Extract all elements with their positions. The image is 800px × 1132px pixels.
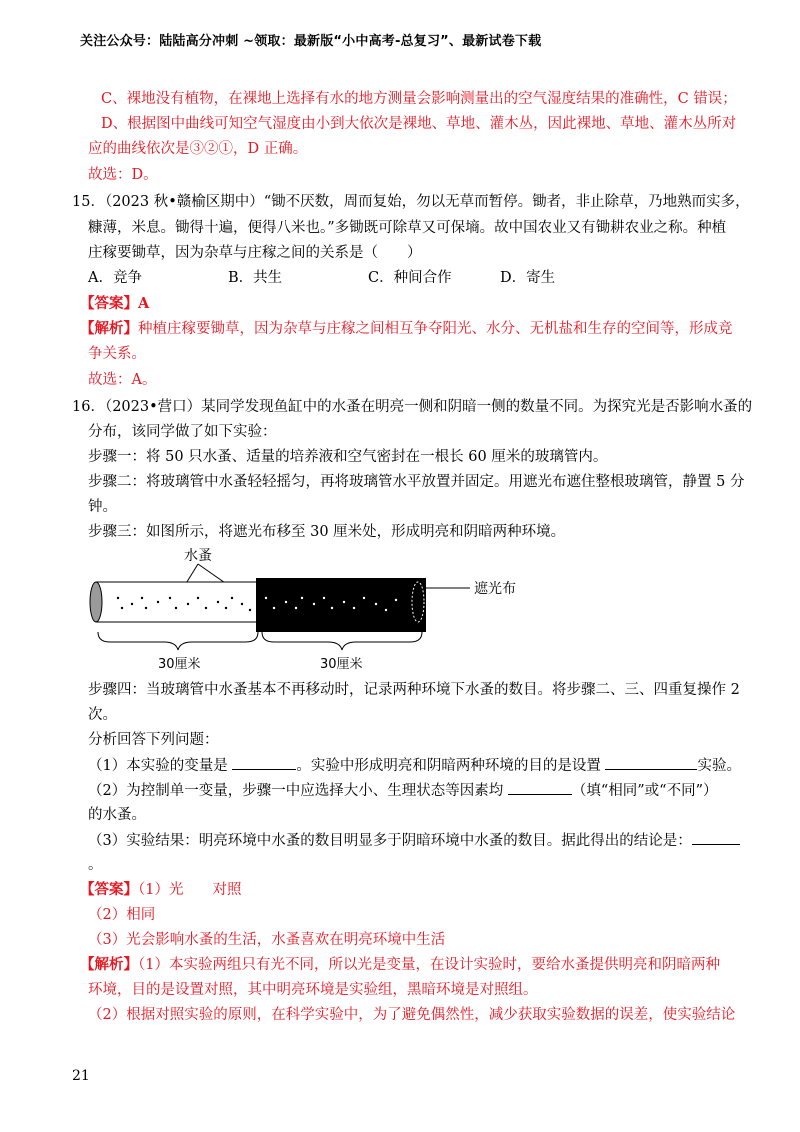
label-shading-cloth: 遮光布: [474, 581, 516, 597]
q16-line2: 分布，该同学做了如下实验：: [88, 424, 277, 440]
experiment-figure: [80, 538, 560, 676]
page-header: 关注公众号：陆陆高分冲刺 ~领取：最新版“小中高考-总复习”、最新试卷下载: [80, 34, 542, 49]
q16-part2-text-b: （填“相同”或“不同”）: [571, 783, 718, 799]
q15-answer-tag: 【答案】: [80, 295, 138, 312]
q15-line3: 庄稼要锄草，因为杂草与庄稼之间的关系是（ ）: [88, 245, 422, 261]
q15-answer: [80, 294, 149, 314]
q16-part1-blank2[interactable]: [605, 755, 697, 770]
glass-tube-bright: [96, 582, 260, 622]
q16-step4-line2: 次。: [88, 707, 117, 723]
q16-part3-line2: 。: [88, 857, 103, 873]
prev-final-answer: 故选：D。: [88, 167, 158, 183]
q16-part1-text-c: 实验。: [697, 758, 741, 774]
q16-answer-line1: [80, 880, 241, 900]
q16-line1: 16．（2023•营口）某同学发现鱼缸中的水蚤在明亮一侧和阴暗一侧的数量不同。为探究光是否影响水蚤的: [72, 399, 753, 415]
tube-end-cap: [90, 582, 102, 622]
q15-answer-value: A: [138, 295, 150, 312]
q16-part3-line1: [88, 830, 740, 851]
q15-explanation-line2: 争关系。: [88, 346, 146, 362]
q16-step4-line1: 步骤四：当玻璃管中水蚤基本不再移动时，记录两种环境下水蚤的数目。将步骤二、三、四重复操作 2: [88, 682, 740, 698]
q16-part3-blank[interactable]: [692, 830, 740, 845]
q15-option-d: D．寄生: [500, 270, 556, 286]
q16-part1: [88, 755, 741, 776]
q16-explanation-line1: [80, 955, 720, 975]
q16-part2-line2: 的水蚤。: [88, 807, 146, 823]
q16-answer-3: （3）光会影响水蚤的生活，水蚤喜欢在明亮环境中生活: [88, 932, 446, 948]
q15-line2: 糠薄，米息。锄得十遍，便得八米也。”多锄既可除草又可保墒。故中国农业又有锄耕农业之称。种植: [88, 220, 727, 236]
label-right-30cm: 30厘米: [320, 657, 363, 672]
prev-option-d-line2: 应的曲线依次是③②①，D 正确。: [88, 141, 308, 157]
q16-explanation-line3: （2）根据对照实验的原则，在科学实验中，为了避免偶然性，减少获取实验数据的误差，使实验结论: [88, 1007, 736, 1023]
q16-part2-line1: [88, 780, 718, 801]
q15-option-b: B．共生: [228, 270, 283, 286]
q15-explanation-line1: [80, 319, 733, 339]
q15-option-a: A．竞争: [88, 270, 142, 286]
page-number: 21: [72, 1068, 90, 1084]
q15-option-c: C．种间合作: [368, 270, 452, 286]
q16-step2-line1: 步骤二：将玻璃管中水蚤轻轻摇匀，再将玻璃管水平放置并固定。用遮光布遮住整根玻璃管，静置 5 分: [88, 474, 745, 490]
left-brace: [98, 632, 258, 650]
q16-explanation-tag: 【解析】: [80, 956, 138, 973]
q15-final: 故选：A。: [88, 372, 157, 388]
shading-cloth: [256, 578, 426, 632]
q16-answer-tag: 【答案】: [80, 881, 138, 898]
q16-part1-text-b: 。实验中形成明亮和阴暗两种环境的目的是设置: [296, 758, 606, 774]
q16-step1: 步骤一：将 50 只水蚤、适量的培养液和空气密封在一根长 60 厘米的玻璃管内。: [88, 449, 608, 465]
label-left-30cm: 30厘米: [158, 657, 201, 672]
q16-step2-line2: 钟。: [88, 499, 117, 515]
q16-part2-text-a: （2）为控制单一变量，步骤一中应选择大小、生理状态等因素均: [88, 783, 508, 799]
q16-part1-text-a: （1）本实验的变量是: [88, 758, 233, 774]
label-daphnia: 水蚤: [184, 548, 212, 564]
q15-line1: 15．（2023 秋•赣榆区期中）“锄不厌数，周而复始，勿以无草而暂停。锄者，非止除草，乃地熟而实多，: [72, 194, 750, 210]
right-brace: [262, 632, 422, 650]
q16-explanation-line2: 环境，目的是设置对照，其中明亮环境是实验组，黑暗环境是对照组。: [88, 982, 538, 998]
q16-answer-1: （1）光 对照: [138, 882, 242, 898]
prev-option-c: C、裸地没有植物，在裸地上选择有水的地方测量会影响测量出的空气湿度结果的准确性，C 错误；: [101, 91, 737, 107]
q15-explanation-text: 种植庄稼要锄草，因为杂草与庄稼之间相互争夺阳光、水分、无机盐和生存的空间等，形成竞: [138, 321, 733, 337]
q16-part2-blank[interactable]: [508, 780, 572, 795]
q16-analysis-intro: 分析回答下列问题：: [88, 732, 219, 748]
q16-answer-2: （2）相同: [88, 907, 156, 923]
q16-explanation-text-1a: （1）本实验两组只有光不同，所以光是变量，在设计实验时，要给水蚤提供明亮和阴暗两种: [138, 957, 720, 973]
prev-option-d-line1: D、根据图中曲线可知空气湿度由小到大依次是裸地、草地、灌木丛，因此裸地、草地、灌木丛所对: [101, 116, 737, 132]
q16-step3: 步骤三：如图所示，将遮光布移至 30 厘米处，形成明亮和阴暗两种环境。: [88, 524, 566, 540]
q16-part3-text: （3）实验结果：明亮环境中水蚤的数目明显多于阴暗环境中水蚤的数目。据此得出的结论是：: [88, 833, 692, 849]
q15-explanation-tag: 【解析】: [80, 320, 138, 337]
q16-part1-blank1[interactable]: [232, 755, 296, 770]
